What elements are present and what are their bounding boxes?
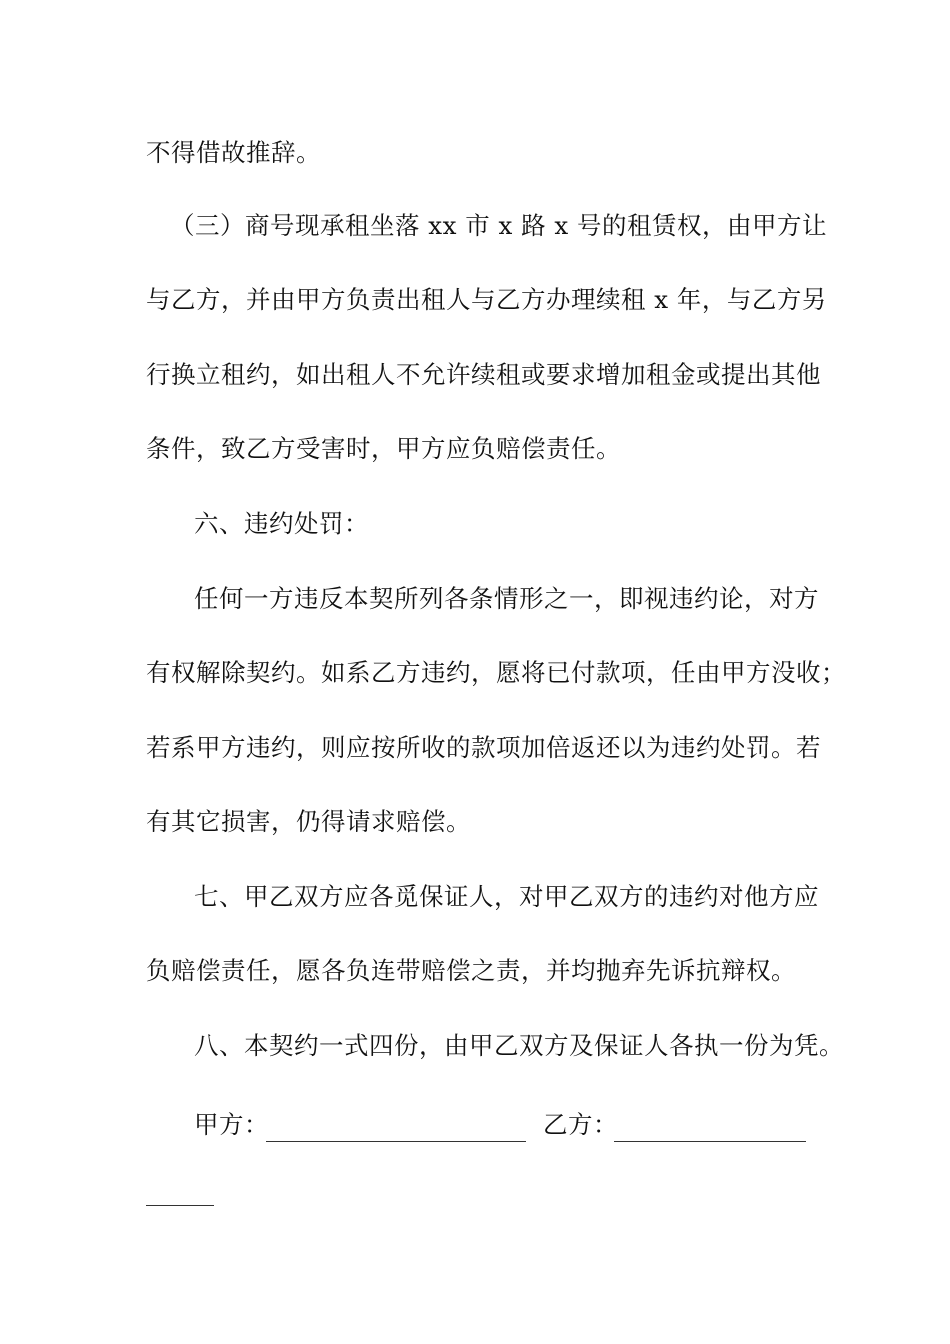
- paragraph-line: （三）商号现承租坐落 xx 市 x 路 x 号的租赁权，由甲方让: [170, 211, 827, 240]
- paragraph-line: 条件，致乙方受害时，甲方应负赔偿责任。: [146, 434, 621, 463]
- paragraph-line: 八、本契约一式四份，由甲乙双方及保证人各执一份为凭。: [194, 1031, 844, 1060]
- party-b-signature-line[interactable]: [614, 1141, 806, 1142]
- section-heading: 六、违约处罚：: [194, 509, 369, 538]
- signature-row: [194, 1110, 814, 1144]
- paragraph-line: 有权解除契约。如系乙方违约，愿将已付款项，任由甲方没收；: [146, 658, 846, 687]
- paragraph-line: 不得借故推辞。: [146, 138, 321, 167]
- party-a-label: 甲方：: [194, 1110, 269, 1139]
- signature-line-continuation: [146, 1205, 214, 1206]
- paragraph-line: 若系甲方违约，则应按所收的款项加倍返还以为违约处罚。若: [146, 733, 821, 762]
- paragraph-line: 任何一方违反本契所列各条情形之一，即视违约论，对方: [194, 584, 819, 613]
- paragraph-line: 与乙方，并由甲方负责出租人与乙方办理续租 x 年，与乙方另: [146, 285, 827, 314]
- paragraph-line: 有其它损害，仍得请求赔偿。: [146, 807, 471, 836]
- party-b-label: 乙方：: [543, 1110, 618, 1139]
- party-a-signature-line[interactable]: [266, 1141, 526, 1142]
- paragraph-line: 负赔偿责任，愿各负连带赔偿之责，并均抛弃先诉抗辩权。: [146, 956, 796, 985]
- paragraph-line: 行换立租约，如出租人不允许续租或要求增加租金或提出其他: [146, 360, 821, 389]
- paragraph-line: 七、甲乙双方应各觅保证人，对甲乙双方的违约对他方应: [194, 882, 819, 911]
